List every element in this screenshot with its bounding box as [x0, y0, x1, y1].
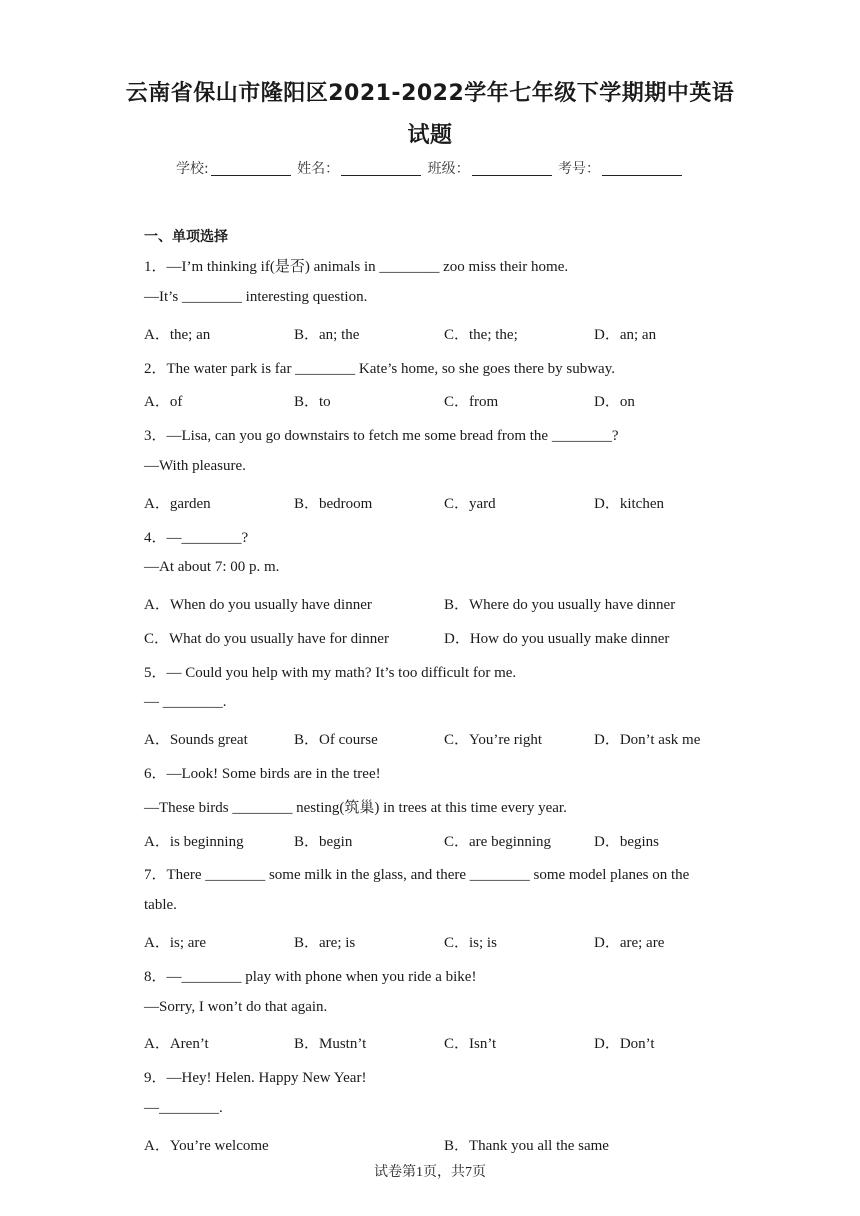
- q8-stem: 8．—________ play with phone when you ride a bike!: [144, 969, 477, 985]
- q2-option-b[interactable]: B．to: [294, 394, 331, 410]
- q4-option-d[interactable]: D．How do you usually make dinner: [444, 631, 670, 647]
- q6-option-c[interactable]: C．are beginning: [444, 834, 552, 850]
- q3-stem-2: —With pleasure.: [144, 458, 246, 474]
- q2-option-a[interactable]: A．of: [144, 394, 183, 410]
- q9-stem-2: —________.: [144, 1100, 223, 1116]
- q8-option-c[interactable]: C．Isn’t: [444, 1036, 497, 1052]
- q3-stem: 3．—Lisa, can you go downstairs to fetch me some bread from the ________?: [144, 428, 619, 444]
- q5-stem-2: — ________.: [144, 694, 227, 710]
- q6-stem-2: —These birds ________ nesting(筑巢) in trees at this time every year.: [144, 800, 567, 816]
- q1-stem-2: —It’s ________ interesting question.: [144, 289, 368, 305]
- q9-stem: 9．—Hey! Helen. Happy New Year!: [144, 1070, 367, 1086]
- q1-option-c[interactable]: C．the; the;: [444, 327, 518, 343]
- q1-option-b[interactable]: B．an; the: [294, 327, 360, 343]
- number-blank[interactable]: [602, 161, 682, 176]
- q2-option-c[interactable]: C．from: [444, 394, 499, 410]
- q5-stem: 5．— Could you help with my math? It’s too difficult for me.: [144, 665, 517, 681]
- q7-option-c[interactable]: C．is; is: [444, 935, 497, 951]
- q4-stem-2: —At about 7: 00 p. m.: [144, 559, 280, 575]
- q3-option-b[interactable]: B．bedroom: [294, 496, 373, 512]
- class-label: 班级：: [427, 161, 470, 177]
- q5-option-b[interactable]: B．Of course: [294, 732, 378, 748]
- q4-option-b[interactable]: B．Where do you usually have dinner: [444, 597, 676, 613]
- q8-option-b[interactable]: B．Mustn’t: [294, 1036, 367, 1052]
- name-blank[interactable]: [341, 161, 421, 176]
- q7-option-a[interactable]: A．is; are: [144, 935, 207, 951]
- q9-option-a[interactable]: A．You’re welcome: [144, 1138, 269, 1154]
- name-label: 姓名：: [297, 161, 340, 177]
- q2-option-d[interactable]: D．on: [594, 394, 635, 410]
- student-info-row: [0, 158, 860, 178]
- number-label: 考号：: [558, 161, 601, 177]
- q6-option-a[interactable]: A．is beginning: [144, 834, 244, 850]
- q3-option-d[interactable]: D．kitchen: [594, 496, 664, 512]
- q3-option-c[interactable]: C．yard: [444, 496, 496, 512]
- q6-stem: 6．—Look! Some birds are in the tree!: [144, 766, 381, 782]
- q3-option-a[interactable]: A．garden: [144, 496, 211, 512]
- class-blank[interactable]: [472, 161, 552, 176]
- q6-option-b[interactable]: B．begin: [294, 834, 353, 850]
- q8-option-d[interactable]: D．Don’t: [594, 1036, 655, 1052]
- q2-stem: 2．The water park is far ________ Kate’s home, so she goes there by subway.: [144, 361, 615, 377]
- q5-option-d[interactable]: D．Don’t ask me: [594, 732, 701, 748]
- q9-option-b[interactable]: B．Thank you all the same: [444, 1138, 609, 1154]
- q7-option-b[interactable]: B．are; is: [294, 935, 356, 951]
- q8-option-a[interactable]: A．Aren’t: [144, 1036, 209, 1052]
- q6-option-d[interactable]: D．begins: [594, 834, 659, 850]
- school-blank[interactable]: [211, 161, 291, 176]
- q8-stem-2: —Sorry, I won’t do that again.: [144, 999, 328, 1015]
- q1-option-a[interactable]: A．the; an: [144, 327, 211, 343]
- q7-stem: 7．There ________ some milk in the glass, and there ________ some model planes on the: [144, 867, 690, 883]
- school-label: 学校:: [175, 161, 209, 177]
- q1-option-d[interactable]: D．an; an: [594, 327, 657, 343]
- q5-option-a[interactable]: A．Sounds great: [144, 732, 248, 748]
- q7-stem-2: table.: [144, 897, 177, 913]
- q4-option-c[interactable]: C．What do you usually have for dinner: [144, 631, 389, 647]
- exam-title-line-2: 试题: [407, 123, 453, 148]
- q7-option-d[interactable]: D．are; are: [594, 935, 665, 951]
- q4-stem: 4．—________?: [144, 530, 249, 546]
- q1-stem: 1．—I’m thinking if(是否) animals in ________ zoo miss their home.: [144, 259, 569, 275]
- exam-title-line-1: 云南省保山市隆阳区2021-2022学年七年级下学期期中英语: [125, 81, 735, 106]
- q5-option-c[interactable]: C．You’re right: [444, 732, 543, 748]
- section-heading: 一、单项选择: [144, 229, 228, 245]
- q4-option-a[interactable]: A．When do you usually have dinner: [144, 597, 372, 613]
- page-footer: 试卷第1页，共7页: [374, 1165, 486, 1180]
